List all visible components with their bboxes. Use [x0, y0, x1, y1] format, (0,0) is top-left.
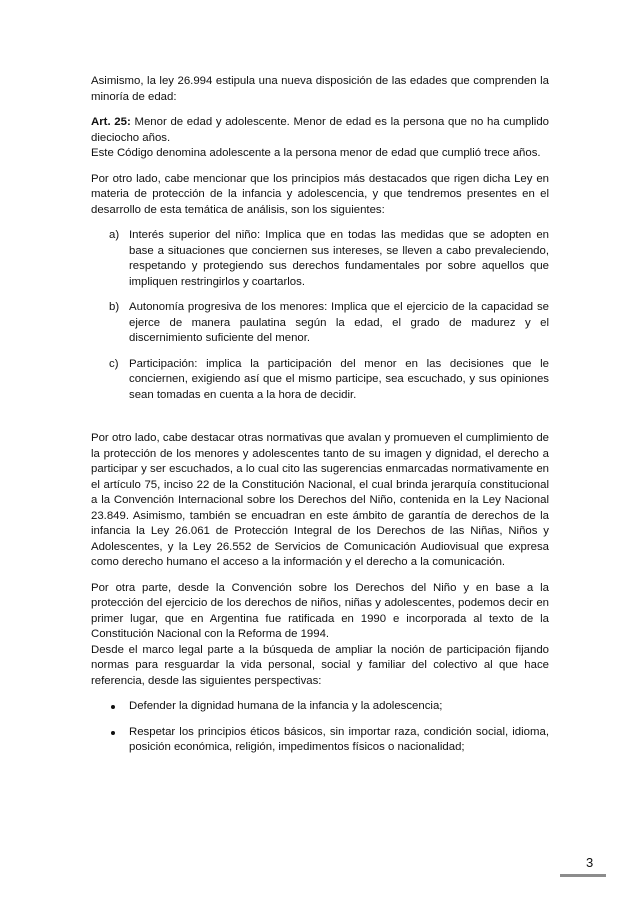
list-item — [91, 357, 549, 404]
bullet-icon — [111, 731, 115, 735]
article-25-label: Art. 25: — [91, 116, 131, 128]
principles-intro-paragraph: Por otro lado, cabe mencionar que los principios más destacados que rigen dicha Ley en materia de protección de la infancia y adolescencia, y que tendremos presentes en el desarrollo de esta temática de análisis, son los siguientes: — [91, 172, 549, 216]
list-item — [91, 228, 549, 290]
page-body — [91, 74, 549, 766]
convention-paragraph: Por otra parte, desde la Convención sobre los Derechos del Niño y en base a la protección del ejercicio de los derechos de niños, niñas y adolescentes, podemos decir en primer lugar, que en Argentina fue ratificada en 1990 e incorporada al texto de la Constitución Nacional con la Reforma de 1994. — [91, 581, 549, 640]
list-item — [91, 300, 549, 347]
perspectives-list — [91, 699, 549, 756]
list-item — [91, 699, 549, 715]
list-marker: a) — [109, 229, 120, 241]
list-item — [91, 725, 549, 756]
list-item-text: Defender la dignidad humana de la infancia y la adolescencia; — [129, 700, 443, 712]
list-item-text: Interés superior del niño: Implica que en todas las medidas que se adopten en base a situaciones que conciernen sus intereses, se lleven a cabo prevaleciendo, respetando y protegiendo sus derechos fundamentales por sobre aquellos que impliquen restringirlos y coartarlos. — [129, 229, 549, 288]
legal-framework-paragraph: Desde el marco legal parte a la búsqueda de ampliar la noción de participación fijando normas para resguardar la vida personal, social y familiar del colectivo al que hace referencia, desde las siguientes perspectivas: — [91, 643, 549, 687]
list-marker: c) — [109, 357, 119, 370]
bullet-icon — [111, 705, 115, 709]
principles-list — [91, 228, 549, 403]
list-item-text: Autonomía progresiva de los menores: Implica que el ejercicio de la capacidad se ejerce de manera paulatina según la edad, el grado de madurez y el discernimiento suficiente del menor. — [129, 301, 549, 344]
page-number: 3 — [586, 855, 594, 870]
list-marker: b) — [109, 301, 120, 313]
regulations-paragraph: Por otro lado, cabe destacar otras normativas que avalan y promueven el cumplimiento de la protección de los menores y adolescentes tanto de su imagen y dignidad, el derecho a participar y ser escuchados, a lo cual cito las sugerencias enmarcadas normativamente en el artículo 75, inciso 22 de la Constitución Nacional, el cual brinda jerarquía constitucional a la Convención Internacional sobre los Derechos del Niño, contenida en la Ley Nacional 23.849. Asimismo, también se encuadran en este ámbito de garantía de derechos de la infancia la Ley 26.061 de Protección Integral de los Derechos de las Niñas, Niños y Adolescentes, y la Ley 26.552 de Servicios de Comunicación Audiovisual que expresa como derecho humano el acceso a la información y el derecho a la comunicación. — [91, 432, 549, 568]
list-item-text: Participación: implica la participación del menor en las decisiones que le conciernen, exigiendo así que el mismo participe, sea escuchado, y sus opiniones sean tomadas en cuenta a la hora de decidir. — [129, 357, 549, 401]
page-number-rule — [560, 874, 606, 877]
article-25-paragraph — [91, 115, 549, 146]
list-item-text: Respetar los principios éticos básicos, sin importar raza, condición social, idioma, posición económica, religión, impedimentos físicos o nacionalidad; — [129, 725, 549, 753]
intro-paragraph: Asimismo, la ley 26.994 estipula una nueva disposición de las edades que comprenden la minoría de edad: — [91, 75, 549, 103]
article-25-paragraph-2: Este Código denomina adolescente a la persona menor de edad que cumplió trece años. — [91, 147, 541, 159]
article-25-text: Menor de edad y adolescente. Menor de edad es la persona que no ha cumplido dieciocho años. — [91, 116, 550, 144]
